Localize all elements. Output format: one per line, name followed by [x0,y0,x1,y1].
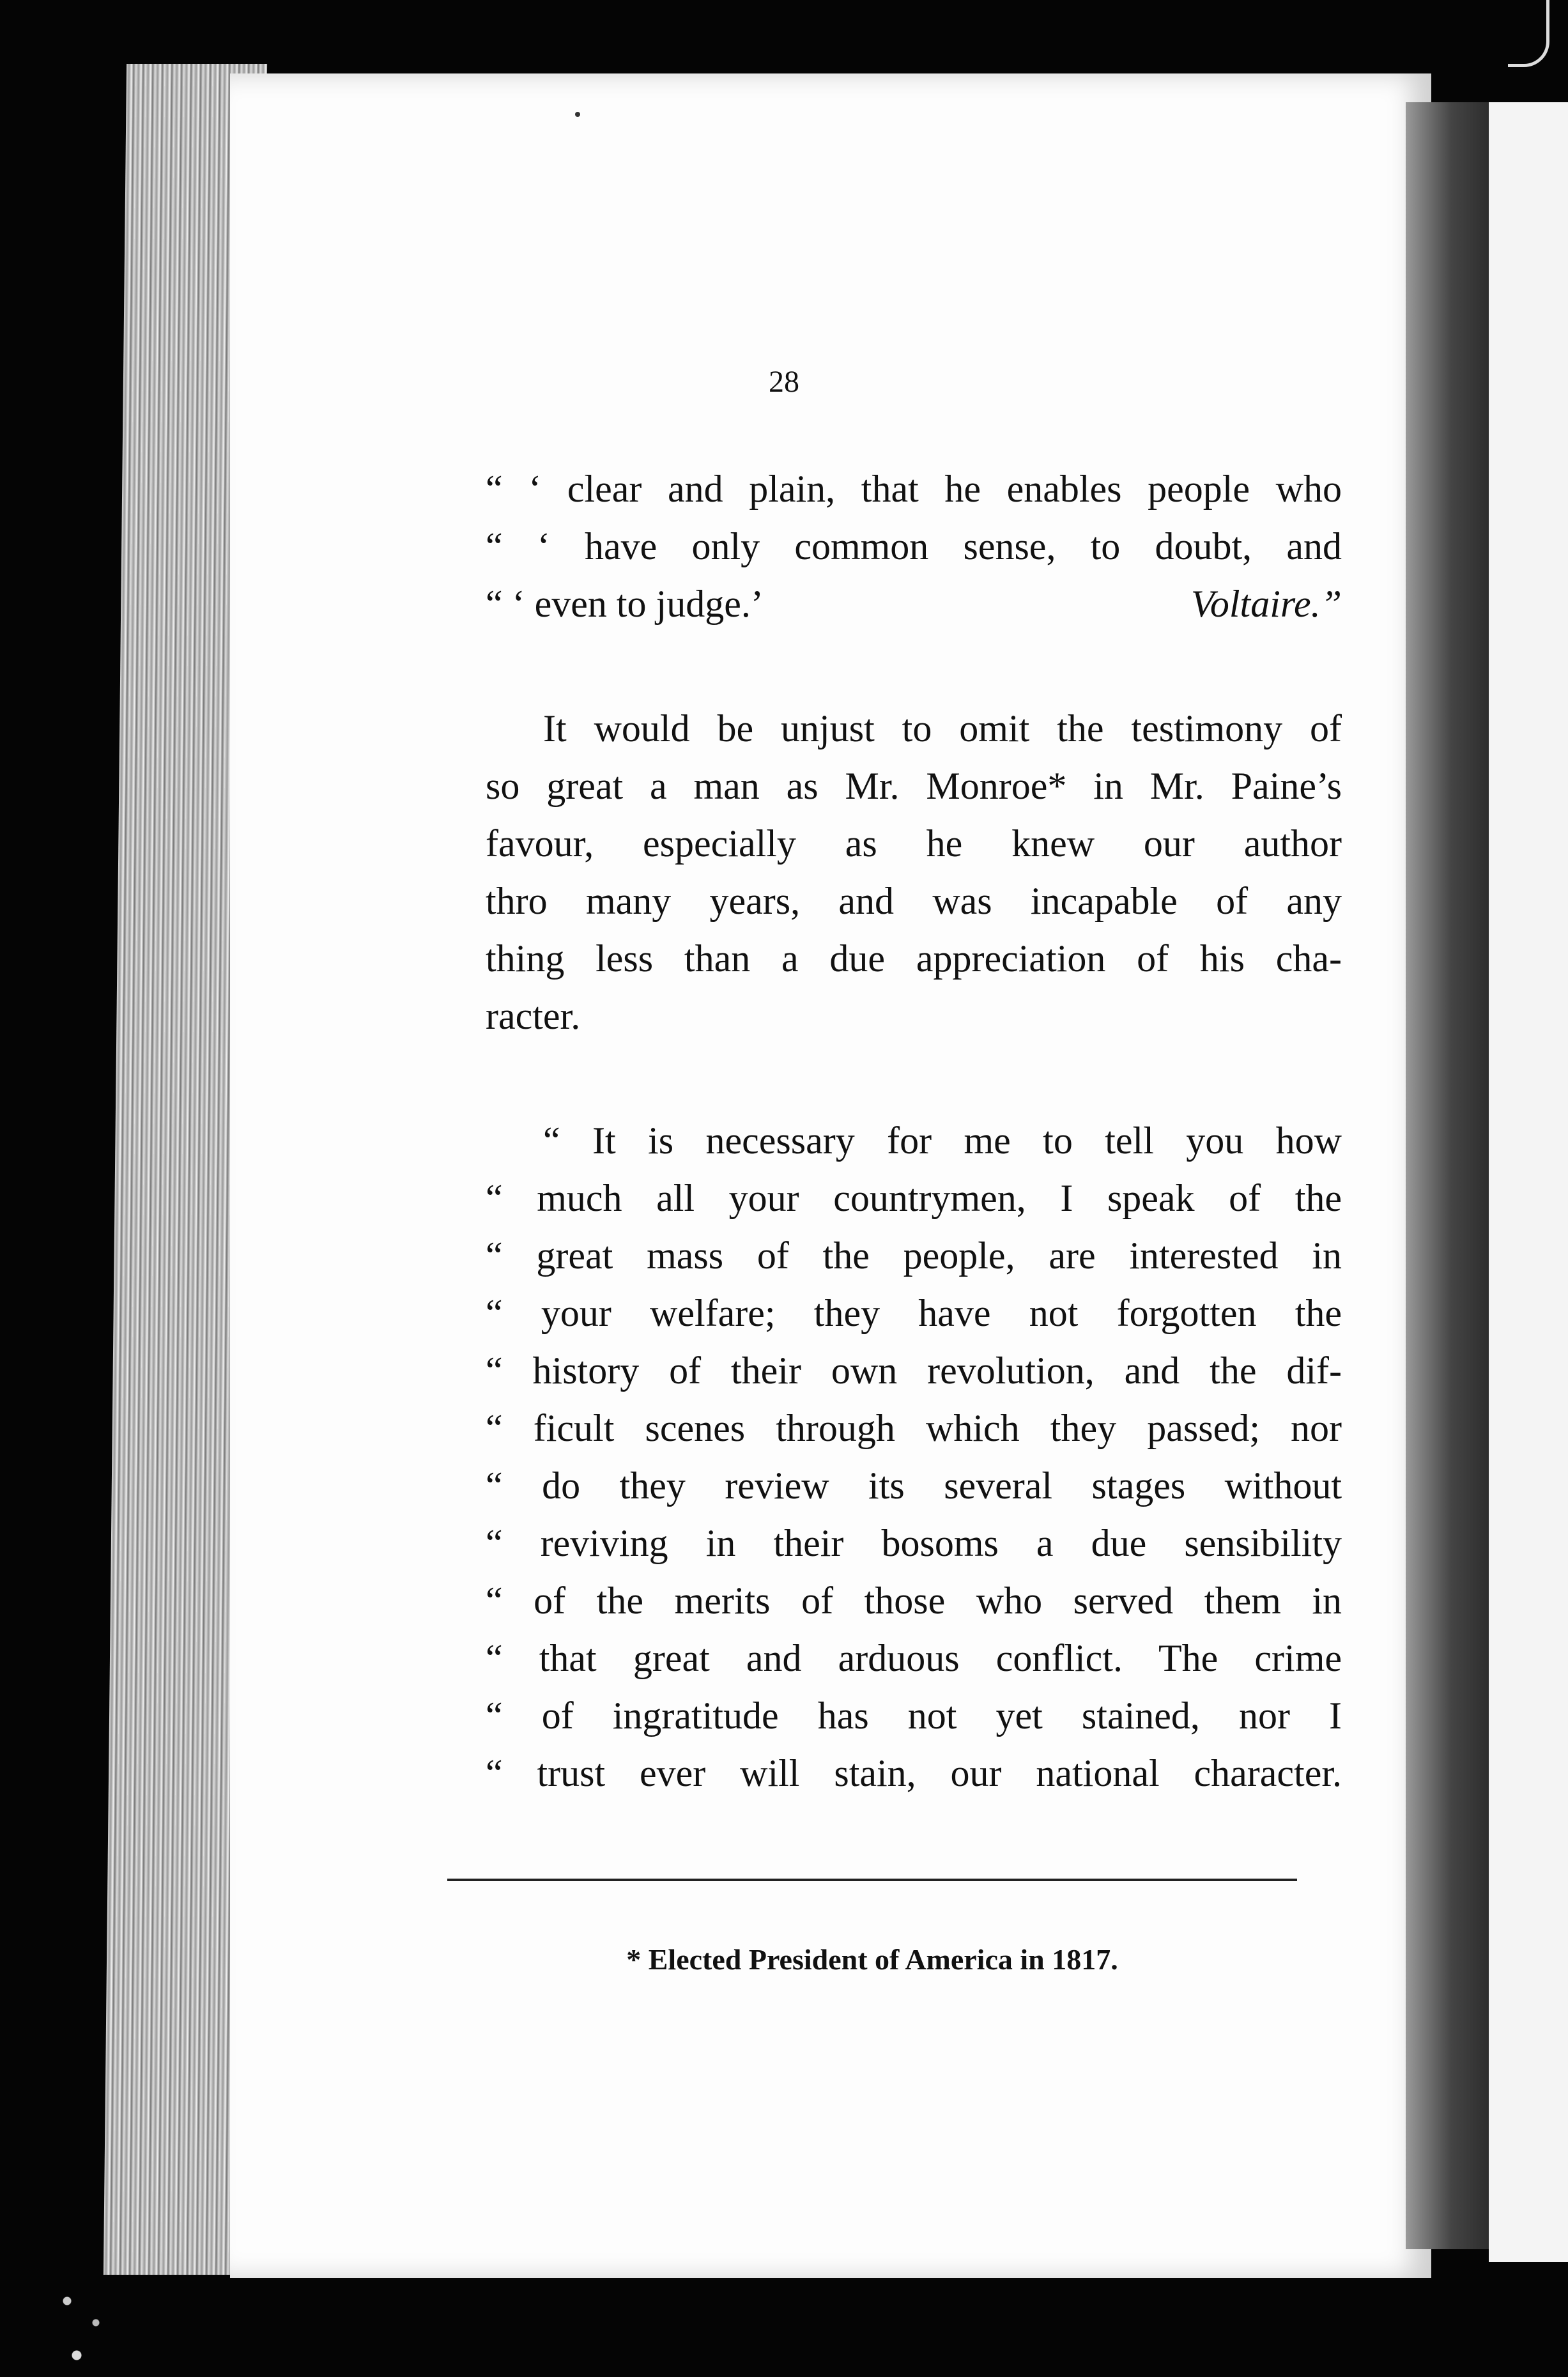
paragraph-line: so great a man as Mr. Monroe* in Mr. Paine’s [486,765,1342,807]
stray-mark [575,112,580,117]
footnote: * Elected President of America in 1817. [626,1943,1118,1976]
quote-line-text: “ ‘ even to judge.’ [486,583,764,625]
letter-line: “ reviving in their bosoms a due sensibility [486,1522,1342,1564]
footnote-rule [447,1879,1297,1881]
letter-line: “ great mass of the people, are interested in [486,1235,1342,1277]
quote-line: “ ‘ have only common sense, to doubt, and [486,525,1342,567]
letter-line: “ your welfare; they have not forgotten the [486,1292,1342,1334]
paragraph-monroe-testimony [486,700,1342,1045]
facing-page-edge [1489,102,1568,2262]
paragraph-line: favour, especially as he knew our author [486,822,1342,865]
corner-mark [1508,0,1549,67]
letter-line: “ ficult scenes through which they passed; nor [486,1407,1342,1449]
letter-line: “ much all your countrymen, I speak of the [486,1177,1342,1219]
paragraph-line: thing less than a due appreciation of his cha- [486,937,1342,980]
quote-line-last [486,575,1342,633]
paragraph-line: thro many years, and was incapable of any [486,880,1342,922]
paragraph-line: It would be unjust to omit the testimony of [543,707,1342,750]
letter-line: “ of the merits of those who served them in [486,1580,1342,1622]
letter-line: “ that great and arduous conflict. The crime [486,1637,1342,1679]
paragraph-monroe-letter [486,1112,1342,1802]
quote-block [486,460,1342,633]
letter-line: “ trust ever will stain, our national character. [486,1752,1342,1794]
paragraph-line: racter. [486,995,581,1037]
letter-line: “ It is necessary for me to tell you how [543,1119,1342,1162]
quote-signature: Voltaire.” [1190,583,1342,625]
page-number: 28 [769,365,799,399]
letter-line: “ history of their own revolution, and the dif- [486,1350,1342,1392]
letter-line: “ do they review its several stages without [486,1465,1342,1507]
letter-line: “ of ingratitude has not yet stained, nor I [486,1695,1342,1737]
speckle-marks [38,2268,134,2377]
quote-line: “ ‘ clear and plain, that he enables people who [486,468,1342,510]
